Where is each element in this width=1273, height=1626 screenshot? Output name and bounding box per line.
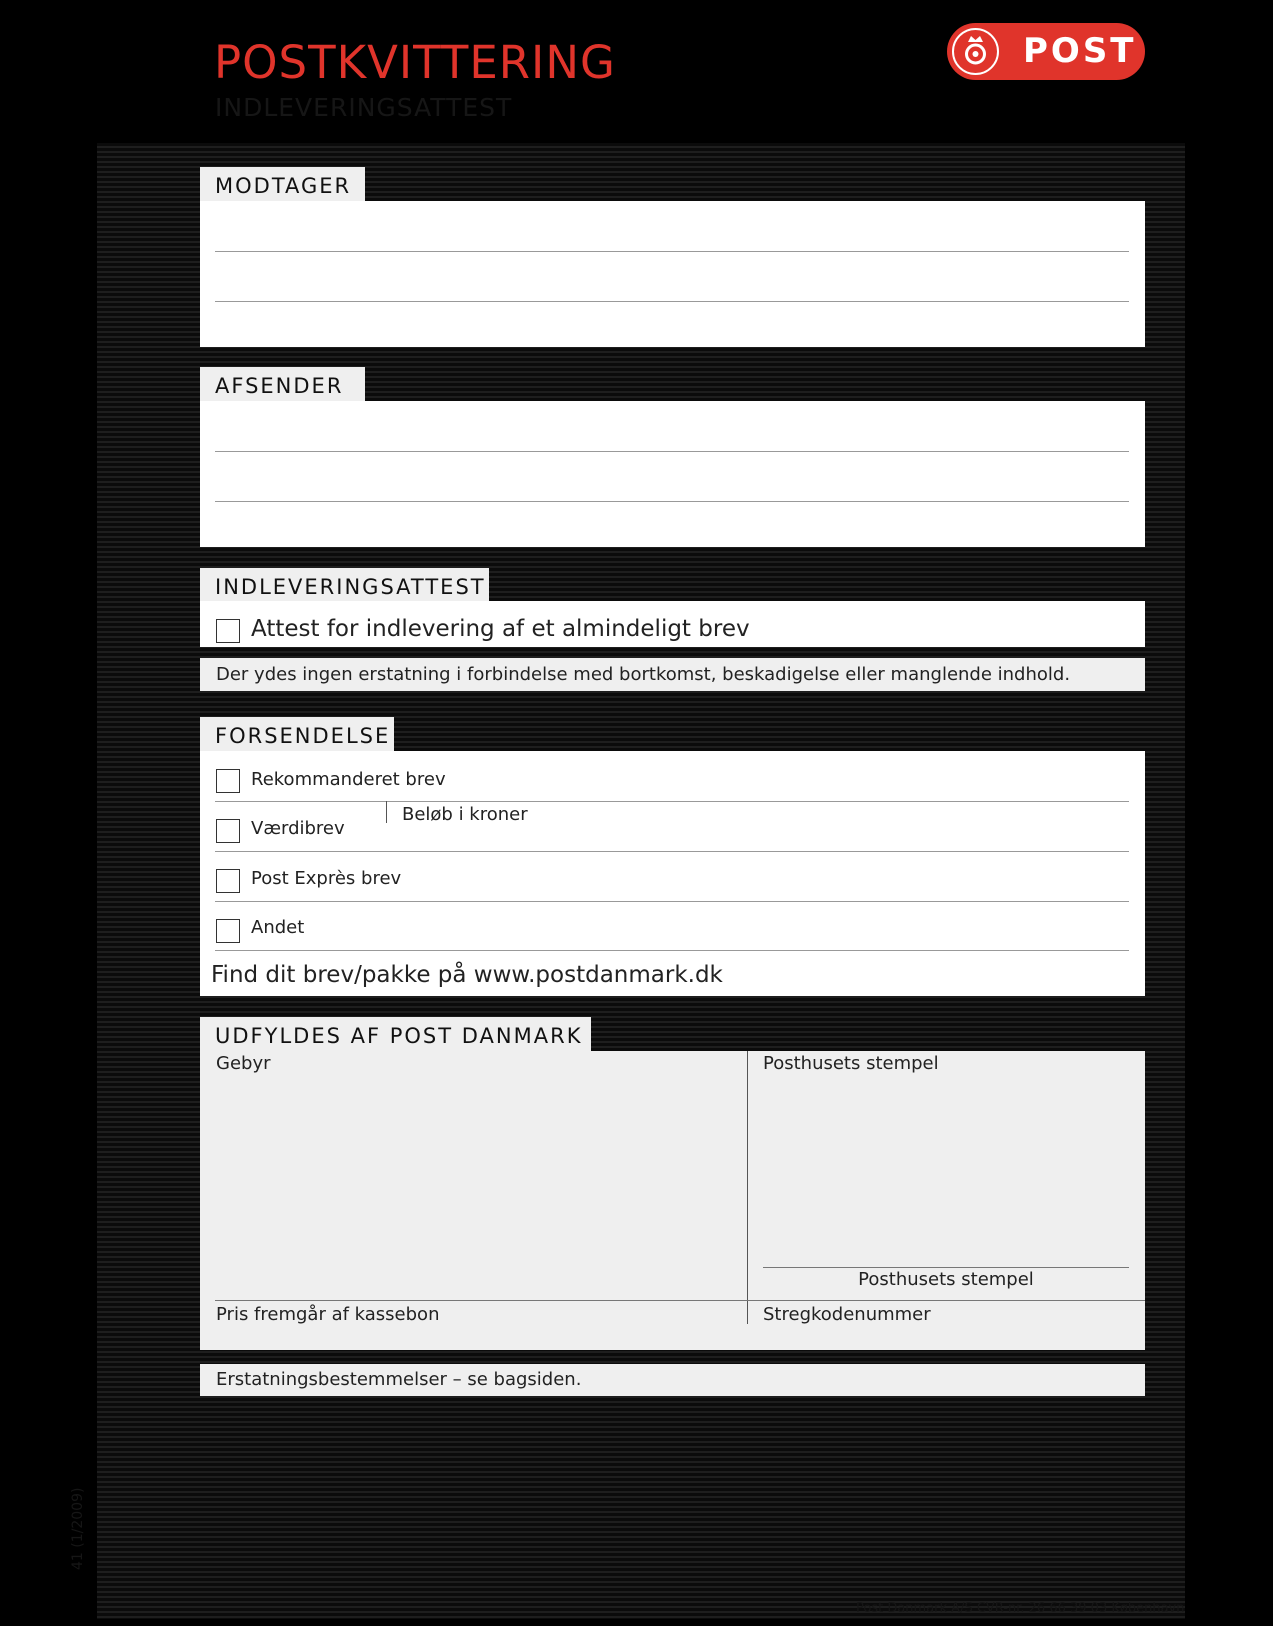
column-divider xyxy=(747,1051,748,1324)
option-rekommanderet: Rekommanderet brev xyxy=(251,769,446,790)
divider xyxy=(215,901,1129,902)
modtager-line-2[interactable] xyxy=(215,301,1129,302)
attest-checkbox[interactable] xyxy=(216,619,240,643)
indleveringsattest-box xyxy=(200,601,1145,647)
modtager-box xyxy=(200,201,1145,347)
post-danmark-box xyxy=(200,1051,1145,1350)
attest-checkbox-label: Attest for indlevering af et almindeligt brev xyxy=(251,616,750,642)
gebyr-label: Gebyr xyxy=(216,1053,271,1074)
afsender-box xyxy=(200,401,1145,547)
andet-checkbox[interactable] xyxy=(216,919,240,943)
compensation-text: Erstatningsbestemmelser – se bagsiden. xyxy=(216,1369,582,1390)
stamp-label-top: Posthusets stempel xyxy=(763,1053,939,1074)
section-tab-indleveringsattest: INDLEVERINGSATTEST xyxy=(200,568,489,602)
option-andet: Andet xyxy=(251,917,305,938)
section-tab-forsendelse: FORSENDELSE xyxy=(200,717,394,751)
stamp-line xyxy=(763,1267,1129,1268)
section-tab-modtager: MODTAGER xyxy=(200,167,365,201)
afsender-line-1[interactable] xyxy=(215,451,1129,452)
amount-divider xyxy=(386,801,387,823)
compensation-note xyxy=(200,1364,1145,1396)
page-subtitle: INDLEVERINGSATTEST xyxy=(215,93,513,122)
modtager-line-1[interactable] xyxy=(215,251,1129,252)
forsendelse-box xyxy=(200,751,1145,996)
afsender-line-2[interactable] xyxy=(215,501,1129,502)
post-expres-checkbox[interactable] xyxy=(216,869,240,893)
option-post-expres: Post Exprès brev xyxy=(251,868,402,889)
page-title: POSTKVITTERING xyxy=(214,36,616,89)
form-code: 41 (1/2009) xyxy=(70,1487,86,1570)
tracking-text: Find dit brev/pakke på www.postdanmark.dk xyxy=(211,962,723,988)
vaerdibrev-checkbox[interactable] xyxy=(216,819,240,843)
footer-text: Post Danmark A/S CVR-nr. 26 66 39 03 København xyxy=(856,1601,1185,1616)
stamp-label-bottom: Posthusets stempel xyxy=(858,1269,1034,1290)
amount-label: Beløb i kroner xyxy=(402,804,528,825)
crown-horn-icon xyxy=(952,28,999,75)
divider xyxy=(215,1300,1145,1301)
divider xyxy=(215,950,1129,951)
rekommanderet-checkbox[interactable] xyxy=(216,769,240,793)
price-label: Pris fremgår af kassebon xyxy=(216,1304,440,1325)
divider xyxy=(215,851,1129,852)
divider xyxy=(215,801,1129,802)
section-tab-udfyldes: UDFYLDES AF POST DANMARK xyxy=(200,1017,591,1051)
logo-text: POST xyxy=(1023,31,1137,71)
option-vaerdibrev: Værdibrev xyxy=(251,818,345,839)
no-compensation-notice xyxy=(200,658,1145,691)
barcode-label: Stregkodenummer xyxy=(763,1304,931,1325)
section-tab-afsender: AFSENDER xyxy=(200,367,365,401)
post-logo xyxy=(947,23,1145,80)
notice-text: Der ydes ingen erstatning i forbindelse med bortkomst, beskadigelse eller manglende indhold. xyxy=(216,664,1071,685)
